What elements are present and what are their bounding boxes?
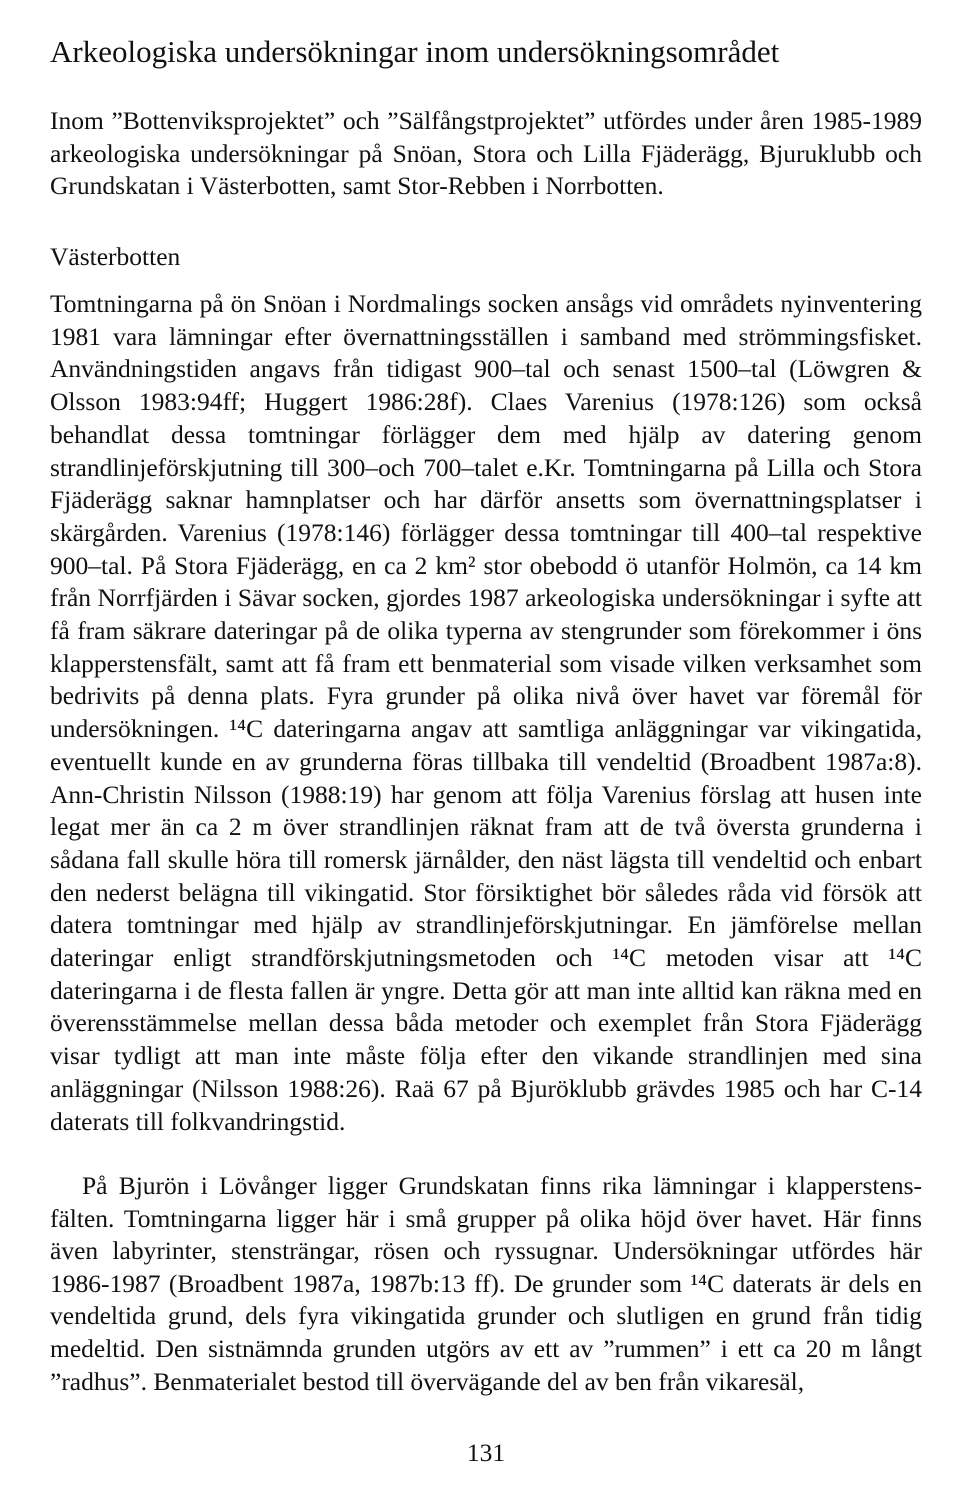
final-paragraph: På Bjurön i Lövånger ligger Grundskatan finns rika lämningar i klapperstensfälten. Tomtningarna ligger här i små grupper på olika höjd över havet. Här finns även labyrinter, stensträngar, rösen och ryssugnar. Undersökningar utfördes här 1986-1987 (Broadbent 1987a, 1987b:13 ff). De grunder som ¹⁴C daterats är dels en vendeltida grund, dels fyra vikingatida grunder och slutligen en grund från tidig medeltid. Den sistnämnda grunden utgörs av ett av ”rummen” i ett ca 20 m långt ”radhus”. Benmaterialet bestod till övervägande del av ben från vikaresäl, bbox=[50, 1171, 922, 1396]
chapter-title: Arkeologiska undersökningar inom undersökningsområdet bbox=[50, 34, 780, 69]
intro-paragraph: Inom ”Bottenviksprojektet” och ”Sälfångstprojektet” utfördes under åren 1985-1989 arkeologiska undersökningar på Snöan, Stora och Lilla Fjäderägg, Bjuruklubb och Grundskatan i Västerbotten, samt Stor-Rebben i Norrbotten. bbox=[50, 106, 922, 201]
document-page bbox=[50, 0, 922, 1507]
page-number: 131 bbox=[466, 1438, 506, 1467]
section-heading: Västerbotten bbox=[50, 242, 181, 271]
section-paragraph: Tomtningarna på ön Snöan i Nordmalings socken ansågs vid områdets nyinventering 1981 vara lämningar efter övernattningsställen i samband med strömmingsfisket. Användningstiden angavs från tidigast 900–tal och senast 1500–tal (Löwgren & Olsson 1983:94ff; Huggert 1986:28f). Claes Varenius (1978:126) som också behandlat dessa tomtningar förlägger dem med hjälp av datering genom strandlinjeförskjutning till 300–och 700–talet e.Kr. Tomtningarna på Lilla och Stora Fjäderägg saknar hamnplatser och har därför ansetts som övernattningsplatser i skärgården. Varenius (1978:146) förlägger dessa tomtningar till 400–tal respektive 900–tal. På Stora Fjäderägg, en ca 2 km² stor obebodd ö utanför Holmön, ca 14 km från Norrfjärden i Sävar socken, gjordes 1987 arkeologiska undersökningar i syfte att få fram säkrare dateringar på de olika typerna av stengrunder som förekommer i öns klapperstensfält, samt att få fram ett benmaterial som visade vilken verksamhet som bedrivits på denna plats. Fyra grunder på olika nivå över havet var föremål för undersökningen. ¹⁴C dateringarna angav att samtliga anläggningar var vikingatida, eventuellt kunde en av grunderna föras tillbaka till vendeltid (Broadbent 1987a:8). Ann-Christin Nilsson (1988:19) har genom att följa Varenius förslag att husen inte legat mer än ca 2 m över strandlinjen räknat fram att de två översta grunderna i sådana fall skulle höra till romersk järnålder, den näst lägsta till vendeltid och enbart den nederst belägna till vikingatid. Stor försiktighet bör således råda vid försök att datera tomtningar med hjälp av strandlinjeförskjutningar. En jämförelse mellan dateringar enligt strandförskjutningsmetoden och ¹⁴C metoden visar att ¹⁴C dateringarna i de flesta fallen är yngre. Detta gör att man inte alltid kan räkna med en överensstämmelse mellan dessa båda metoder och exemplet från Stora Fjäderägg visar tydligt att man inte måste följa efter den vikande strandlinjen med sina anläggningar (Nilsson 1988:26). Raä 67 på Bjuröklubb grävdes 1985 och har C-14 daterats till folkvandringstid. bbox=[50, 289, 922, 1136]
